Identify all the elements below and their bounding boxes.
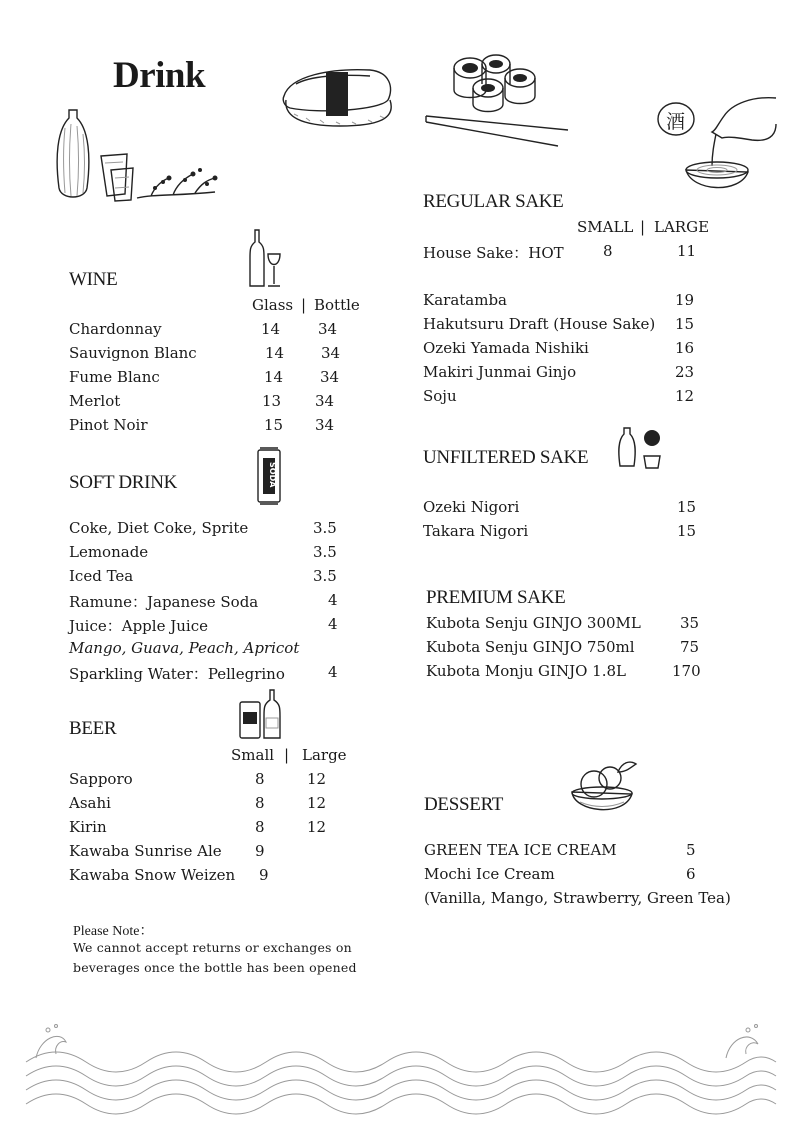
regular-sake-item-name: Karatamba <box>423 291 508 309</box>
wine-item-bottle: 34 <box>315 416 335 434</box>
premium-sake-item-name: Kubota Monju GINJO 1.8L <box>426 662 626 680</box>
nigiri-sushi-icon <box>280 66 398 136</box>
nigori-bottle-icon <box>614 426 664 472</box>
soft-drink-item-name: Coke, Diet Coke, Sprite <box>69 519 249 537</box>
soft-drink-item-price: 3.5 <box>313 567 337 585</box>
regular-sake-item-price: 16 <box>675 339 695 357</box>
dessert-item-price: 6 <box>686 865 696 883</box>
premium-sake-item-name: Kubota Senju GINJO 750ml <box>426 638 635 656</box>
premium-sake-item-price: 170 <box>672 662 701 680</box>
beer-col-large: Large <box>302 746 347 764</box>
wine-item-glass: 14 <box>264 368 284 386</box>
soft-drink-item-name: Iced Tea <box>69 567 134 585</box>
dessert-bowl-icon <box>570 758 640 820</box>
dessert-item-name: Mochi Ice Cream <box>424 865 555 883</box>
house-sake-name: House Sake：HOT <box>423 244 564 262</box>
pouring-sake-icon <box>682 94 782 204</box>
beer-cans-icon <box>238 688 284 740</box>
soft-drink-item-price: 4 <box>328 591 338 609</box>
sake-set-icon <box>55 108 225 208</box>
regular-sake-item-price: 19 <box>675 291 695 309</box>
beer-item-name: Kawaba Sunrise Ale <box>69 842 222 860</box>
soft-drink-item-price: 4 <box>328 615 338 633</box>
house-sake-large: 11 <box>677 242 697 260</box>
soft-drink-heading: SOFT DRINK <box>69 472 178 493</box>
wine-item-bottle: 34 <box>315 392 335 410</box>
unfiltered-sake-item-name: Takara Nigori <box>423 522 529 540</box>
unfiltered-sake-item-price: 15 <box>677 522 697 540</box>
regular-sake-item-price: 15 <box>675 315 695 333</box>
wine-item-name: Pinot Noir <box>69 416 148 434</box>
regular-sake-item-name: Soju <box>423 387 457 405</box>
juice-flavors: Mango, Guava, Peach, Apricot <box>69 639 300 657</box>
beer-item-large: 12 <box>307 818 327 836</box>
soft-drink-item-price: 3.5 <box>313 543 337 561</box>
regular-sake-col-sep: | <box>640 218 646 236</box>
beer-item-name: Kawaba Snow Weizen <box>69 866 236 884</box>
dessert-heading: DESSERT <box>424 794 504 815</box>
wine-heading: WINE <box>69 269 118 290</box>
unfiltered-sake-item-name: Ozeki Nigori <box>423 498 520 516</box>
dessert-item-price: 5 <box>686 841 696 859</box>
house-sake-small: 8 <box>603 242 613 260</box>
beer-heading: BEER <box>69 718 117 739</box>
dessert-item-name: GREEN TEA ICE CREAM <box>424 841 617 859</box>
wine-col-bottle: Bottle <box>314 296 360 314</box>
sake-badge-text: 酒 <box>666 111 686 133</box>
note-line-2: beverages once the bottle has been opened <box>73 960 357 975</box>
beer-item-small: 9 <box>255 842 265 860</box>
soda-can-label: SODA <box>268 462 277 488</box>
regular-sake-item-price: 12 <box>675 387 695 405</box>
regular-sake-item-name: Hakutsuru Draft (House Sake) <box>423 315 656 333</box>
soft-drink-item-name: Lemonade <box>69 543 149 561</box>
beer-item-small: 8 <box>255 794 265 812</box>
wine-item-bottle: 34 <box>320 368 340 386</box>
mochi-flavors: (Vanilla, Mango, Strawberry, Green Tea) <box>424 889 731 907</box>
wine-item-glass: 14 <box>265 344 285 362</box>
note-line-1: We cannot accept returns or exchanges on <box>73 940 352 955</box>
wine-item-name: Sauvignon Blanc <box>69 344 197 362</box>
wine-bottle-icon <box>248 228 282 290</box>
regular-sake-heading: REGULAR SAKE <box>423 191 564 212</box>
beer-col-small: Small <box>231 746 275 764</box>
beer-item-name: Asahi <box>69 794 111 812</box>
regular-sake-item-name: Ozeki Yamada Nishiki <box>423 339 589 357</box>
unfiltered-sake-item-price: 15 <box>677 498 697 516</box>
premium-sake-item-price: 35 <box>680 614 700 632</box>
page-title: Drink <box>113 55 206 96</box>
wave-pattern-footer <box>26 1022 776 1114</box>
beer-item-small: 8 <box>255 770 265 788</box>
premium-sake-item-price: 75 <box>680 638 700 656</box>
soft-drink-item-price: 4 <box>328 663 338 681</box>
soft-drink-item-price: 3.5 <box>313 519 337 537</box>
wine-item-glass: 15 <box>264 416 284 434</box>
beer-item-large: 12 <box>307 794 327 812</box>
wine-item-glass: 14 <box>261 320 281 338</box>
premium-sake-heading: PREMIUM SAKE <box>426 587 566 608</box>
wine-item-name: Merlot <box>69 392 121 410</box>
premium-sake-item-name: Kubota Senju GINJO 300ML <box>426 614 641 632</box>
soft-drink-item-name: Sparkling Water：Pellegrino <box>69 665 285 683</box>
regular-sake-col-small: SMALL <box>577 218 634 236</box>
beer-item-small: 8 <box>255 818 265 836</box>
wine-item-bottle: 34 <box>321 344 341 362</box>
maki-rolls-icon <box>422 54 572 154</box>
unfiltered-sake-heading: UNFILTERED SAKE <box>423 447 589 468</box>
wine-item-name: Chardonnay <box>69 320 162 338</box>
wine-col-sep: | <box>301 296 307 314</box>
wine-item-name: Fume Blanc <box>69 368 160 386</box>
beer-item-name: Kirin <box>69 818 107 836</box>
beer-item-small: 9 <box>259 866 269 884</box>
regular-sake-item-name: Makiri Junmai Ginjo <box>423 363 577 381</box>
wine-col-glass: Glass <box>252 296 294 314</box>
soft-drink-item-name: Ramune：Japanese Soda <box>69 593 259 611</box>
soft-drink-item-name: Juice：Apple Juice <box>69 617 208 635</box>
beer-item-large: 12 <box>307 770 327 788</box>
beer-item-name: Sapporo <box>69 770 133 788</box>
regular-sake-col-large: LARGE <box>654 218 710 236</box>
regular-sake-item-price: 23 <box>675 363 695 381</box>
wine-item-bottle: 34 <box>318 320 338 338</box>
note-title: Please Note： <box>73 924 154 939</box>
wine-item-glass: 13 <box>262 392 282 410</box>
beer-col-sep: | <box>284 746 290 764</box>
